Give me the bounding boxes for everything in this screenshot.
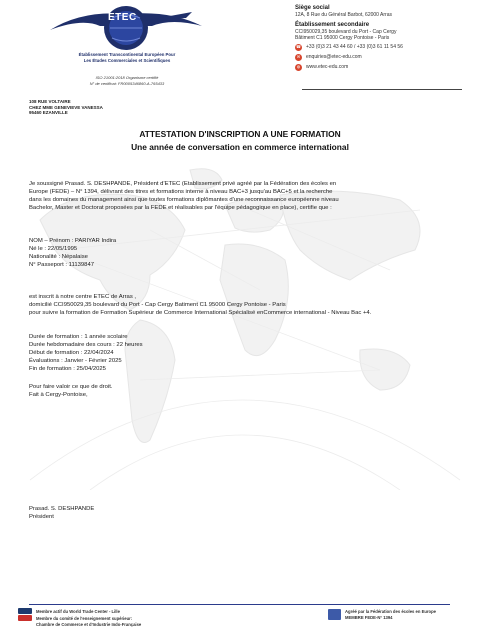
footer-memberships xyxy=(18,607,238,627)
birth-date: Né le : 22/05/1995 xyxy=(29,246,78,252)
logo-tagline-2: Les Études Commerciales et Scientifiques xyxy=(83,58,171,63)
email-icon: ✉ xyxy=(296,54,301,59)
secondary-address-line-1: CCI950029,35 boulevard du Port - Cap Cergy xyxy=(295,29,397,35)
closing-statement xyxy=(29,383,329,399)
iso-certification: ISO 21001:2018 Organisme certifié xyxy=(95,75,159,80)
email-address[interactable]: enquiries@etec-edu.com xyxy=(306,54,362,60)
phone-number[interactable]: +33 (0)3 21 43 44 60 / +33 (0)3 61 11 54 56 xyxy=(306,44,403,50)
footer-accreditation xyxy=(328,609,478,620)
secondary-office-label: Établissement secondaire xyxy=(295,22,370,28)
phone-row xyxy=(295,43,475,51)
end-date: Fin de formation : 25/04/2025 xyxy=(29,366,106,372)
intro-line: Je soussigné Prasad. S. DESHPANDE, Président d'ETEC (Etablissement privé agréé par la Fédération des écoles en xyxy=(29,181,337,187)
enrolment-line: domicilié CCI950029,35 boulevard du Port - Cap Cergy Batiment C1 95000 Cergy Pontoise - Paris xyxy=(29,302,286,308)
email-row xyxy=(295,53,475,61)
intro-line: dans les domaines du management ainsi que toutes formations diplômantes d'une reconnaissance européenne niveau xyxy=(29,197,339,203)
wtc-logo-icon xyxy=(18,608,32,614)
fede-logo-icon xyxy=(328,609,341,620)
nationality: Nationalité : Népalaise xyxy=(29,254,88,260)
enrolment-line: pour suivre la formation de Formation Supérieur de Commerce International Spécialisé enCommerce international - Niveau Bac +4. xyxy=(29,310,372,316)
enrolment-line: est inscrit à notre centre ETEC de Arras , xyxy=(29,294,137,300)
student-name: NOM – Prénom : PARIYAR Indira xyxy=(29,238,117,244)
website-row xyxy=(295,63,475,71)
fede-accreditation-text: Agréé par la Fédération des écoles en Europe xyxy=(345,609,436,614)
cci-text-1: Membre du comité de l'enseignement supérieur: xyxy=(36,615,133,621)
recipient-address xyxy=(29,99,103,116)
etec-logo xyxy=(42,4,210,92)
header-contact-block xyxy=(295,4,475,71)
logo-tagline: Établissement Transcontinental Européen Pour xyxy=(78,52,176,57)
signatory-name: Prasad. S. DESHPANDE xyxy=(29,506,95,512)
cci-membership-2 xyxy=(18,621,238,627)
phone-icon: ☎ xyxy=(296,44,301,49)
secondary-address-line-2: Bâtiment C1 95000 Cergy Pontoise - Paris xyxy=(295,35,390,41)
intro-line: Europe (FEDE) – N° 1394, délivrant des titres et formations interne à niveau BAC+3 jusqu'au BAC+5 et la recherche xyxy=(29,189,333,195)
weekly-hours: Durée hebdomadaire des cours : 22 heures xyxy=(29,342,143,348)
training-duration: Durée de formation : 1 année scolaire xyxy=(29,334,128,340)
cci-logo-icon xyxy=(18,615,32,621)
head-office-address: 12A, 8 Rue du Général Barbot, 62000 Arras xyxy=(295,12,393,18)
wtc-membership xyxy=(18,607,238,615)
address-line: 95460 EZANVILLE xyxy=(29,110,68,115)
globe-icon: ◍ xyxy=(296,64,301,69)
logo-wordmark: ETEC xyxy=(108,12,137,23)
passport-number: N° Passeport : 11139847 xyxy=(29,262,95,268)
address-line: 108 RUE VOLTAIRE xyxy=(29,99,71,104)
signature-block xyxy=(29,505,229,521)
document-title: ATTESTATION D'INSCRIPTION A UNE FORMATION xyxy=(139,129,341,139)
document-subtitle: Une année de conversation en commerce international xyxy=(131,142,349,152)
iso-certificate-number: N° de certificat: FR0005346860-A-765433 xyxy=(89,81,165,86)
start-date: Début de formation : 22/04/2024 xyxy=(29,350,114,356)
fede-member-number: MEMBRE FEDE-N° 1394 xyxy=(345,614,393,620)
address-line: CHEZ MME GENEVIEVE VANESSA xyxy=(29,104,103,110)
enrolment-paragraph xyxy=(29,293,469,317)
header-divider xyxy=(302,89,462,90)
evaluation-period: Évaluations : Janvier - Février 2025 xyxy=(29,358,122,364)
intro-line: Bachelor, Master et Doctorat proposées par la FEDE et réalisables par l'équipe pédagogique en place), certifie que : xyxy=(29,205,332,211)
head-office-label: Siège social xyxy=(295,5,330,11)
student-identity xyxy=(29,237,329,269)
intro-paragraph xyxy=(29,180,454,212)
signatory-role: Président xyxy=(29,514,54,520)
closing-line: Pour faire valoir ce que de droit. xyxy=(29,384,113,390)
cci-text-2: Chambre de Commerce et d'Industrie Indo-Française xyxy=(36,621,142,627)
footer-divider xyxy=(29,604,450,605)
training-schedule xyxy=(29,333,329,373)
wtc-text: Membre actif du World Trade Center - Lille xyxy=(36,608,120,614)
closing-place: Fait à Cergy-Pontoise, xyxy=(29,392,88,398)
website-link[interactable]: www.etec-edu.com xyxy=(306,64,349,70)
